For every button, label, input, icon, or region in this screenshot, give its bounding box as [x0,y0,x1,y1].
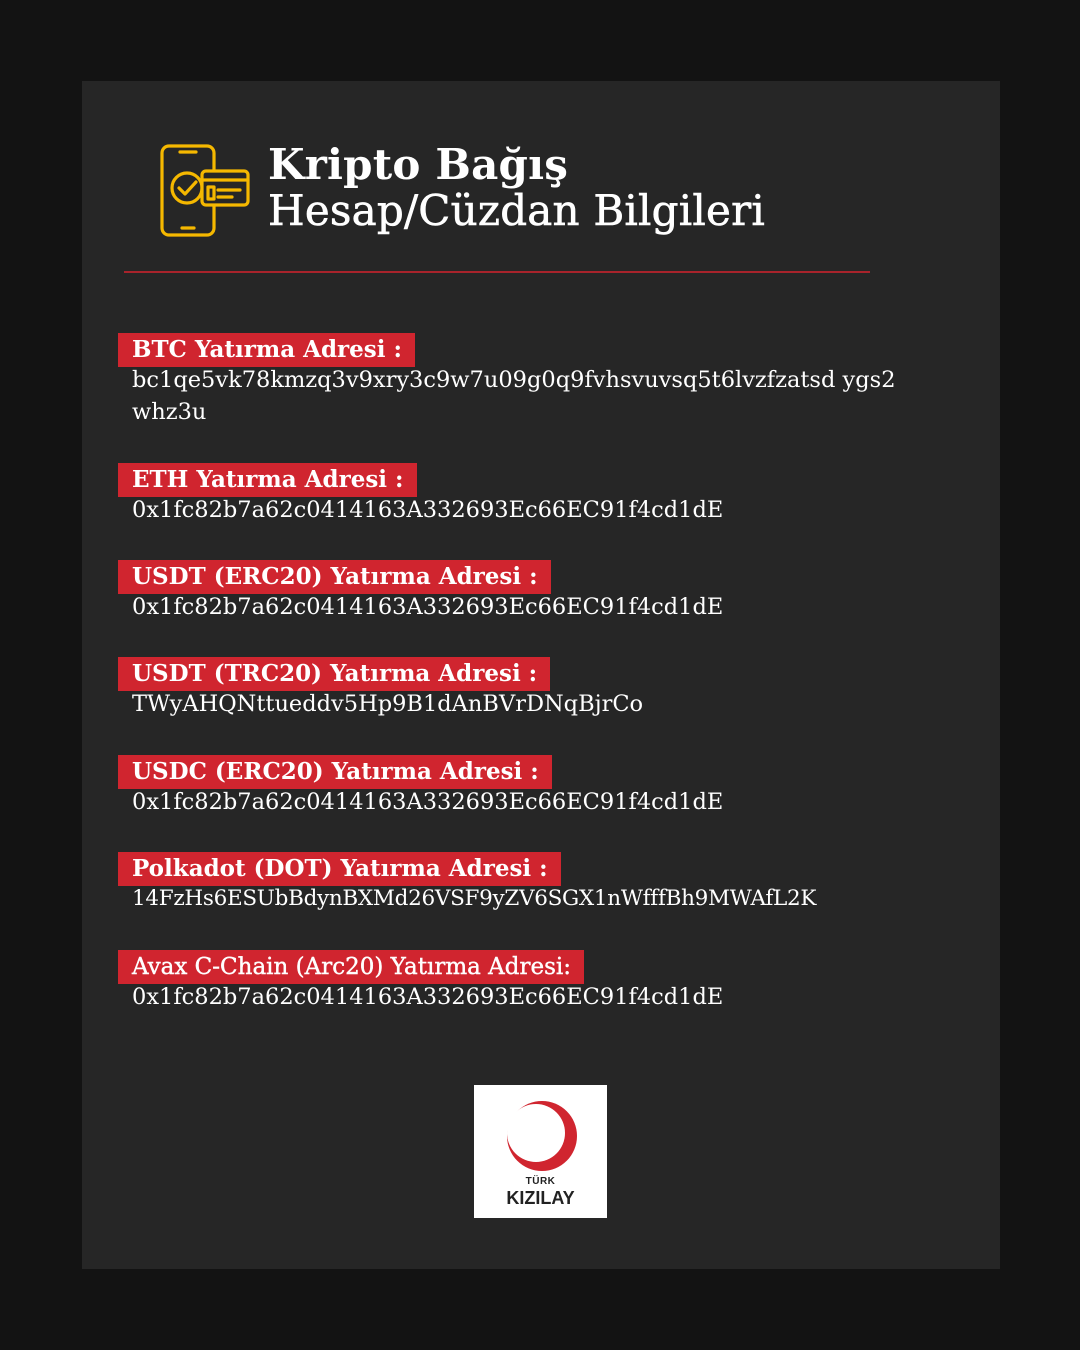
dot-address-entry [118,852,962,915]
usdt-trc20-address-label: USDT (TRC20) Yatırma Adresi : [118,657,550,691]
usdc-erc20-address-entry [118,755,962,818]
usdt-trc20-address-value[interactable]: TWyAHQNttueddv5Hp9B1dAnBVrDNqBjrCo [132,691,644,717]
eth-address-entry [118,463,962,526]
red-crescent-icon [504,1099,578,1173]
phone-payment-card-icon [156,142,252,240]
btc-address-entry [118,333,912,428]
avax-address-value[interactable]: 0x1fc82b7a62c0414163A332693Ec66EC91f4cd1dE [132,984,724,1010]
title-line-1: Kripto Bağış [268,140,569,189]
avax-address-entry [118,950,962,1013]
header-divider [124,271,870,273]
usdt-erc20-address-entry [118,560,962,623]
avax-address-label: Avax C-Chain (Arc20) Yatırma Adresi: [118,950,584,984]
btc-address-value[interactable]: bc1qe5vk78kmzq3v9xry3c9w7u09g0q9fvhsvuvsq5t6lvzfzatsd ygs2whz3u [132,367,896,425]
usdt-erc20-address-label: USDT (ERC20) Yatırma Adresi : [118,560,551,594]
btc-address-label: BTC Yatırma Adresi : [118,333,415,367]
dot-address-value[interactable]: 14FzHs6ESUbBdynBXMd26VSF9yZV6SGX1nWfffBh9MWAfL2K [132,886,817,911]
usdc-erc20-address-label: USDC (ERC20) Yatırma Adresi : [118,755,552,789]
eth-address-label: ETH Yatırma Adresi : [118,463,417,497]
dot-address-label: Polkadot (DOT) Yatırma Adresi : [118,852,561,886]
logo-turk-text: TÜRK [525,1176,556,1187]
turk-kizilay-logo [474,1085,607,1218]
page-title [268,142,765,234]
usdc-erc20-address-value[interactable]: 0x1fc82b7a62c0414163A332693Ec66EC91f4cd1dE [132,789,724,815]
logo-kizilay-text: KIZILAY [506,1188,575,1208]
usdt-erc20-address-value[interactable]: 0x1fc82b7a62c0414163A332693Ec66EC91f4cd1dE [132,594,724,620]
usdt-trc20-address-entry [118,657,962,720]
eth-address-value[interactable]: 0x1fc82b7a62c0414163A332693Ec66EC91f4cd1dE [132,497,724,523]
title-line-2: Hesap/Cüzdan Bilgileri [268,186,765,235]
